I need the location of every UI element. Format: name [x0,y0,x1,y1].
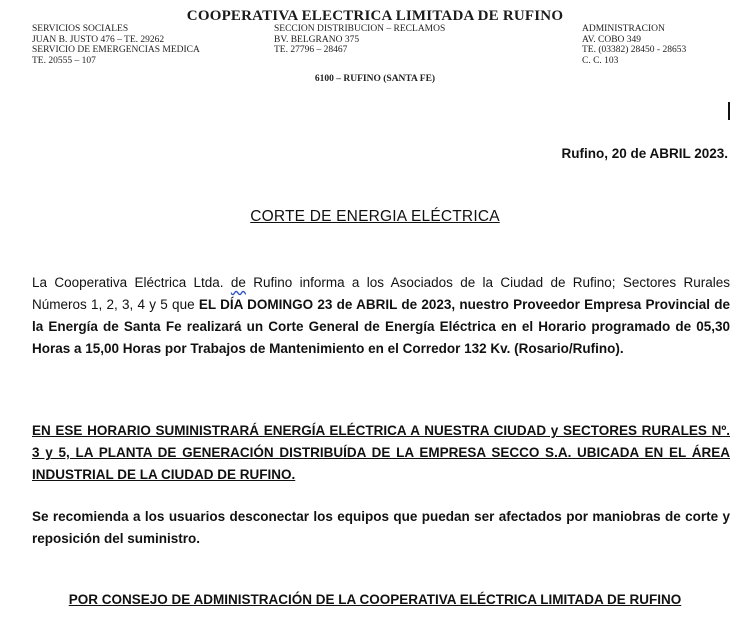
letterhead-center-column [274,24,445,56]
spellcheck-word: de [230,275,246,290]
paragraph-text: La Cooperativa Eléctrica Ltda. [32,275,231,290]
letterhead-right-line: TE. (03382) 28450 - 28653 [582,45,687,55]
letterhead-right-line: AV. COBO 349 [582,34,642,45]
notice-paragraph [32,272,730,360]
letterhead-left-line: SERVICIOS SOCIALES [32,24,129,34]
signature-line: POR CONSEJO DE ADMINISTRACIÓN DE LA COOPERATIVA ELÉCTRICA LIMITADA DE RUFINO [68,592,682,607]
recommendation-paragraph: Se recomienda a los usuarios desconectar los equipos que puedan ser afectados por maniobras de corte y reposición del suministro. [32,509,730,546]
letterhead-left-line: SERVICIO DE EMERGENCIAS MEDICA [32,45,200,55]
letterhead-right-line: ADMINISTRACION [582,24,665,34]
letterhead-center-line: TE. 27796 – 28467 [274,45,348,55]
supply-paragraph: EN ESE HORARIO SUMINISTRARÁ ENERGÍA ELÉCTRICA A NUESTRA CIUDAD y SECTORES RURALES Nº. 3 y 5, LA PLANTA DE GENERACIÓN DISTRIBUÍDA DE LA EMPRESA SECCO S.A. UBICADA EN EL ÁREA INDUSTRIAL DE LA CIUDAD DE RUFINO. [32,423,730,482]
text-cursor [728,102,730,120]
letterhead-center-line: BV. BELGRANO 375 [274,34,360,45]
letterhead-center-line: SECCION DISTRIBUCION – RECLAMOS [274,24,446,34]
letterhead [0,0,750,92]
document-title: CORTE DE ENERGIA ELÉCTRICA [250,208,500,225]
letterhead-left-line: JUAN B. JUSTO 476 – TE. 29262 [32,34,165,45]
paragraph-text: Rufino informa a los Asociados de la Ciudad de Rufino; Sectores Rurales Números 1, 2, 3, 4 y 5 que [32,275,730,312]
letterhead-right-line: C. C. 103 [582,55,619,66]
document-date: Rufino, 20 de ABRIL 2023. [561,146,728,161]
letterhead-right-column [582,24,686,66]
letterhead-city: 6100 – RUFINO (SANTA FE) [314,74,436,84]
paragraph-bold-text: EL DÍA DOMINGO 23 de ABRIL de 2023, nuestro Proveedor Empresa Provincial de la Energía de Santa Fe realizará un Corte General de Energía Eléctrica en el Horario programado de 05,30 Horas a 15,00 Horas por Trabajos de Mantenimiento en el Corredor 132 Kv. (Rosario/Rufino). [32,297,730,356]
letterhead-left-column [32,24,200,66]
letterhead-left-line: TE. 20555 – 107 [32,55,96,66]
letterhead-title: COOPERATIVA ELECTRICA LIMITADA DE RUFINO [186,8,564,24]
